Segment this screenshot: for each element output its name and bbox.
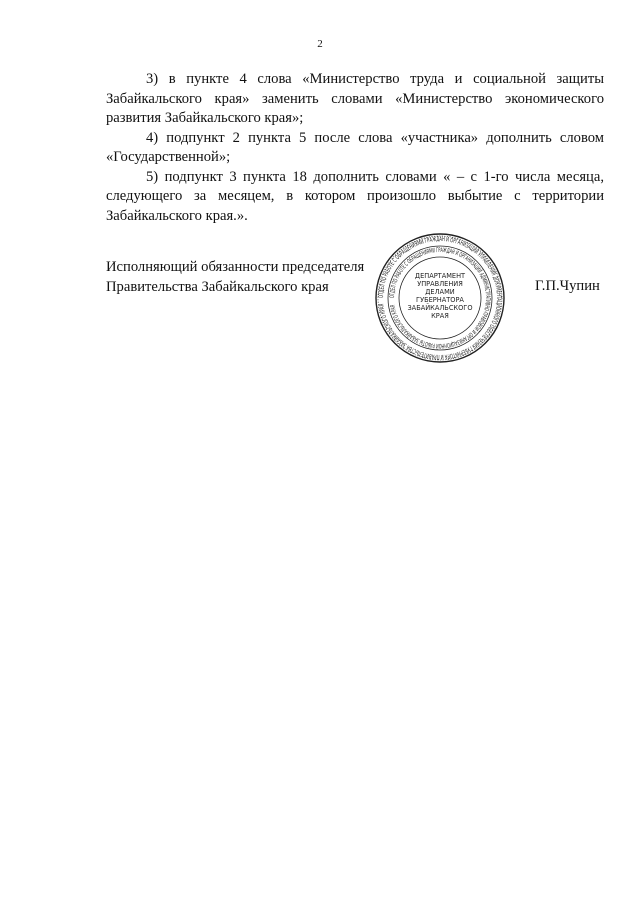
seal-center-line-1: ДЕПАРТАМЕНТ [414,272,466,280]
page-number: 2 [317,38,323,50]
seal-inner-ring-textpath: ОТДЕЛ ПО РАБОТЕ С ОБРАЩЕНИЯМИ ГРАЖДАН И ОРГАНИЗАЦИЙ АДМИНИСТРАТИВНО-ПРАВОВОЙ И ОРГАНИЗАЦИОННОЙ РАБОТЫ ЗАБАЙКАЛЬСКОГО КРАЯ [388,246,492,350]
seal-center-line-5: ЗАБАЙКАЛЬСКОГО [407,304,473,312]
paragraph-item-5: 5) подпункт 3 пункта 18 дополнить словами « – с 1-го числа месяца, следующего за месяцем, в котором произошло выбытие с территории Забайкальского края.». [106,168,604,224]
official-seal-stamp [374,232,506,364]
signer-position-line-2: Правительства Забайкальского края [106,278,329,295]
seal-center-line-2: УПРАВЛЕНИЯ [417,280,463,288]
paragraph-item-4: 4) подпункт 2 пункта 5 после слова «участника» дополнить словом «Государственной»; [106,129,604,165]
signer-position-line-1: Исполняющий обязанности председателя [106,259,365,275]
seal-center-line-3: ДЕЛАМИ [425,288,455,296]
seal-outer-ring-textpath: ОТДЕЛ ПО РАБОТЕ С ОБРАЩЕНИЯМИ ГРАЖДАН И ОРГАНИЗАЦИЙ УПРАВЛЕНИЯ ДОКУМЕНТАЦИОННОГО ОБЕСПЕЧЕНИЯ ГУБЕРНАТОРА И ПРАВИТЕЛЬСТВА ЗАБАЙКАЛЬСКОГО КРАЯ [377,235,503,361]
seal-center-line-6: КРАЯ [431,312,449,320]
signer-position [106,258,364,297]
seal-graphic [374,232,506,364]
seal-center-line-4: ГУБЕРНАТОРА [416,296,464,304]
signer-name: Г.П.Чупин [535,278,600,294]
document-body [106,70,604,226]
paragraph-item-3: 3) в пункте 4 слова «Министерство труда и социальной защиты Забайкальского края» заменить словами «Министерство экономического развития Забайкальского края»; [106,71,604,126]
